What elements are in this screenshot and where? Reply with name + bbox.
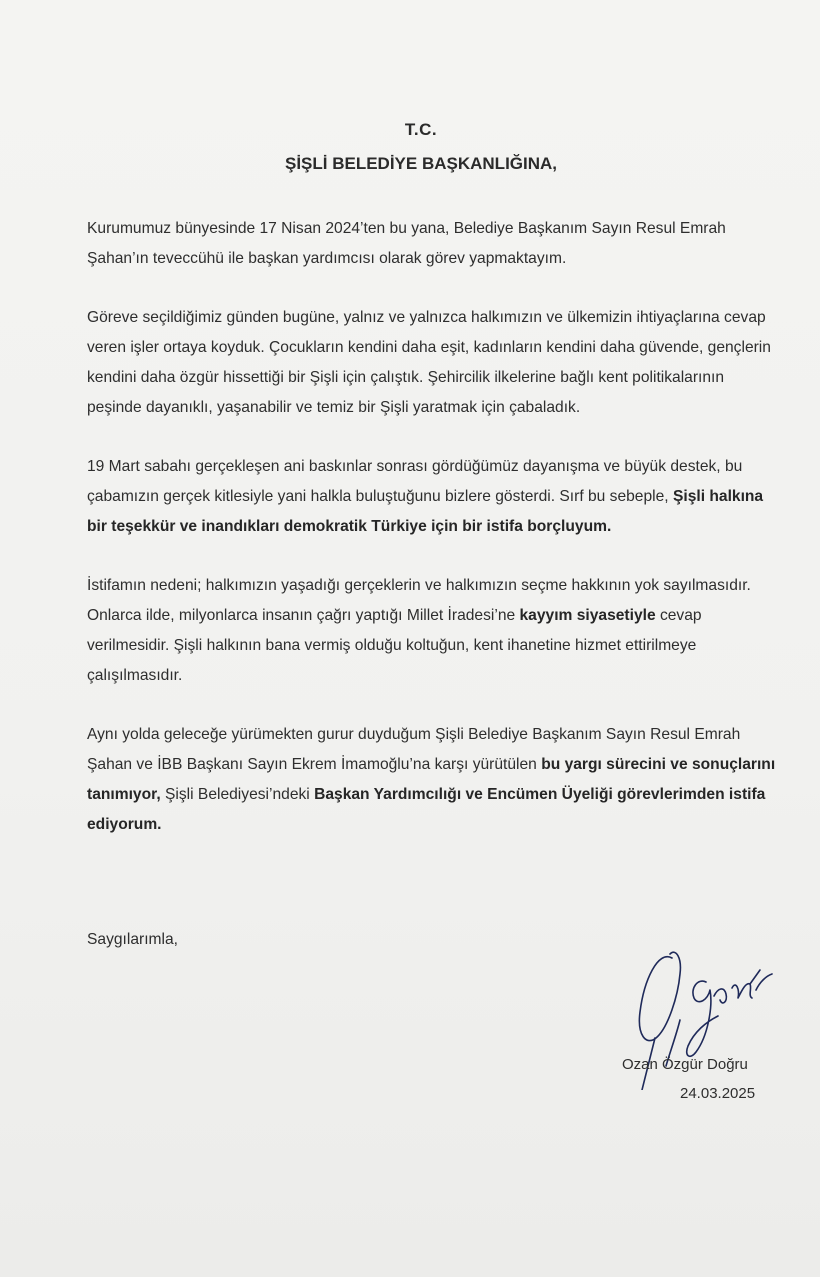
letter-header [0, 120, 820, 174]
paragraph-4-text-c: cevap verilmesidir. Şişli halkının bana vermiş olduğu koltuğun, kent ihanetine hizmet ettirilmeye çalışılmasıdır. [87, 607, 702, 684]
paragraph-4-bold: kayyım siyasetiyle [519, 607, 656, 624]
signatory-name: Ozan Özgür Doğru [622, 1056, 748, 1073]
paragraph-1 [87, 214, 777, 274]
letter-body [87, 214, 777, 869]
letter-date: 24.03.2025 [680, 1085, 756, 1102]
closing-greeting: Saygılarımla, [87, 931, 178, 948]
paragraph-5 [87, 720, 777, 840]
paragraph-4 [87, 571, 777, 691]
paragraph-4-text-a: İstifamın nedeni; halkımızın yaşadığı gerçeklerin ve halkımızın seçme hakkının yok sayılmasıdır. Onlarca ilde, milyonlarca insanın çağrı yaptığı Millet İradesi’ne [87, 577, 751, 624]
paragraph-5-text-a: Aynı yolda geleceğe yürümekten gurur duyduğum Şişli Belediye Başkanım Sayın Resul Emrah Şahan ve İBB Başkanı Sayın Ekrem İmamoğlu’na karşı yürütülen [87, 726, 741, 773]
paragraph-3-text: 19 Mart sabahı gerçekleşen ani baskınlar sonrası gördüğümüz dayanışma ve büyük destek, bu çabamızın gerçek kitlesiyle yani halkla buluştuğunu bizlere gösterdi. Sırf bu sebeple, [87, 458, 743, 505]
paragraph-1-text: Kurumumuz bünyesinde 17 Nisan 2024’ten bu yana, Belediye Başkanım Sayın Resul Emrah Şahan’ın teveccühü ile başkan yardımcısı olarak görev yapmaktayım. [87, 220, 726, 267]
paragraph-5-bold-b: bu yargı sürecini ve sonuçlarını tanımıyor, [87, 756, 776, 803]
header-tc: T.C. [404, 120, 438, 139]
paragraph-2-text: Göreve seçildiğimiz günden bugüne, yalnız ve yalnızca halkımızın ve ülkemizin ihtiyaçlarına cevap veren işler ortaya koyduk. Çocukların kendini daha eşit, kadınların kendini daha güvende, gençlerin kendini daha özgür hissettiği bir Şişli için çalıştık. Şehircilik ilkelerine bağlı kent politikalarının peşinde dayanıklı, yaşanabilir ve temiz bir Şişli yaratmak için çabaladık. [87, 309, 771, 416]
paragraph-5-text-c: Şişli Belediyesi’ndeki [160, 786, 315, 803]
paragraph-3 [87, 452, 777, 542]
paragraph-5-bold-d: Başkan Yardımcılığı ve Encümen Üyeliği görevlerimden istifa ediyorum. [87, 786, 766, 833]
header-addressee: ŞİŞLİ BELEDİYE BAŞKANLIĞINA, [284, 154, 558, 173]
paragraph-2 [87, 303, 777, 423]
paragraph-3-bold: Şişli halkına bir teşekkür ve inandıkları demokratik Türkiye için bir istifa borçluyum. [87, 488, 764, 535]
